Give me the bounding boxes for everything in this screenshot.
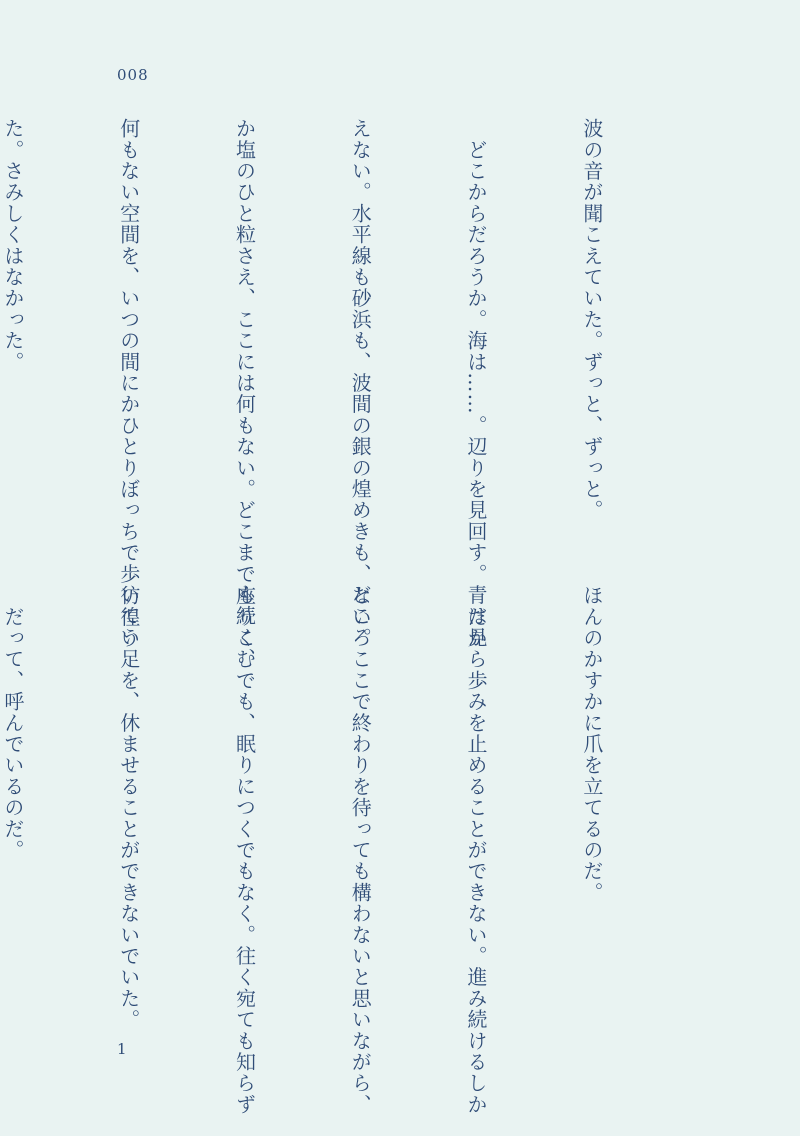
text-line: えない。水平線も砂浜も、波間の銀の煌めきも、どころ (348, 118, 373, 648)
page-label: 008 (117, 66, 149, 84)
text-line: ほんのかすかに爪を立てるのだ。 (579, 585, 604, 903)
text-line: た。さみしくはなかった。 (0, 118, 25, 373)
text-line: どこからだろうか。海は……。辺りを見回す。青は見 (464, 118, 489, 648)
text-line: 波の音が聞こえていた。ずっと、ずっと。 (579, 118, 604, 521)
text-line: 何もない空間を、いつの間にかひとりぼっちで歩いてい (116, 118, 141, 648)
text-line: 彷徨う足を、休ませることができないでいた。 (116, 585, 141, 1031)
upper-text-block (0, 118, 688, 670)
text-line: か塩のひと粒さえ、ここには何もない。どこまでも続く、 (232, 118, 257, 670)
lower-text-block (0, 585, 688, 1115)
text-line: だから歩みを止めることができない。進み続けるしか (464, 585, 489, 1115)
text-line: ない。ここで終わりを待っても構わないと思いながら、 (348, 585, 373, 1115)
page-number: 1 (117, 1040, 127, 1058)
text-line: 座りこむでも、眠りにつくでもなく。往く宛ても知らず (232, 585, 257, 1115)
text-line: だって、呼んでいるのだ。 (0, 585, 25, 861)
